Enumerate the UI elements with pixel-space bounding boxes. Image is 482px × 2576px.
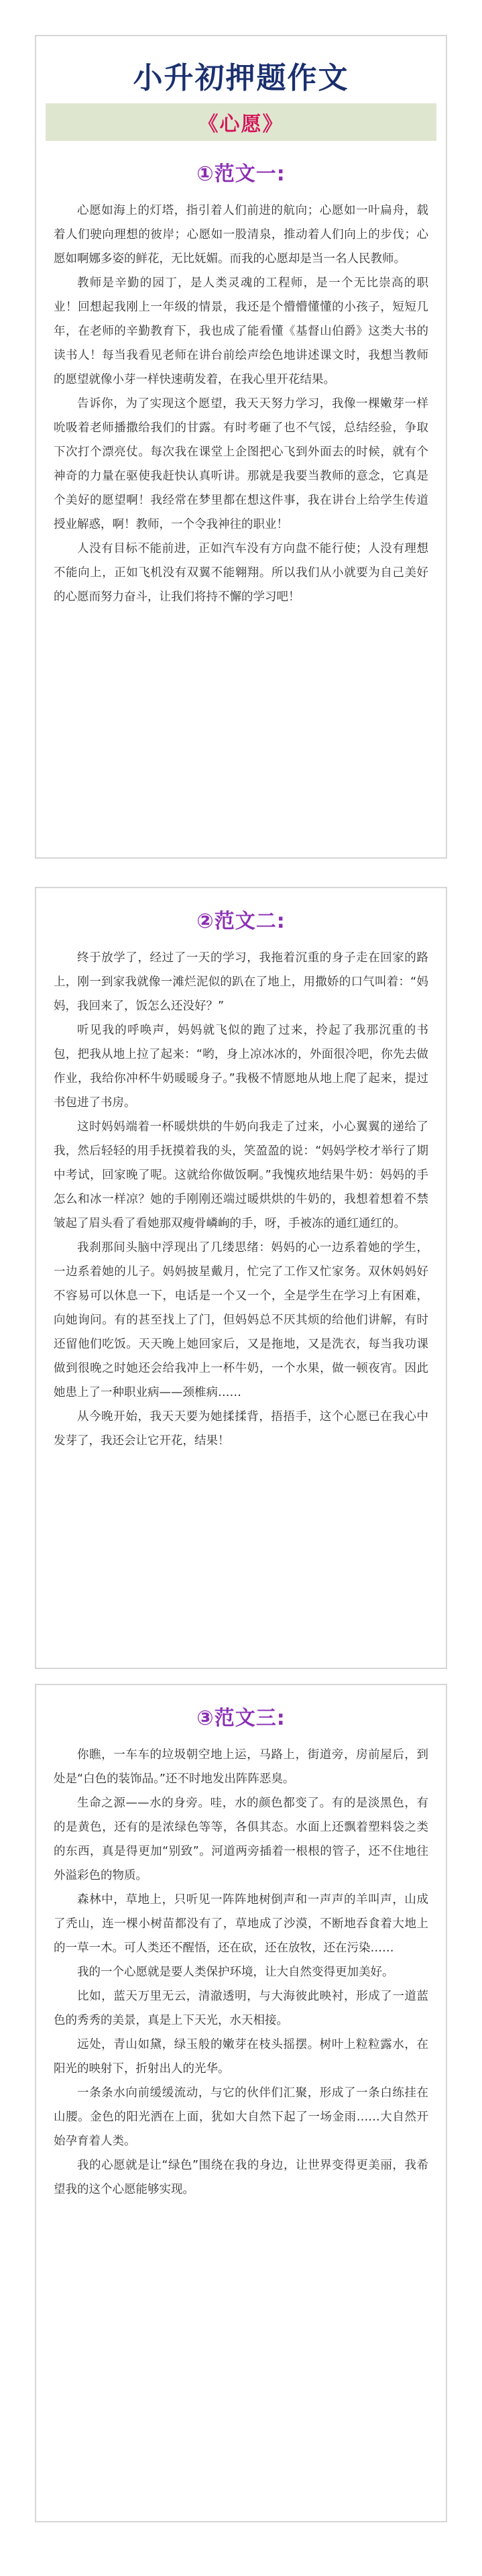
page-title: 小升初押题作文 xyxy=(133,61,349,95)
essay-body-1 xyxy=(36,199,446,609)
paragraph: 这时妈妈端着一杯暖烘烘的牛奶向我走了过来，小心翼翼的递给了我，然后轻轻的用手抚摸着我的头，笑盈盈的说：“妈妈学校才举行了期中考试，回家晚了呢。这就给你做饭啊。”我愧疚地结果牛奶：妈妈的手怎么和冰一样凉？她的手刚刚还端过暖烘烘的牛奶的，我想着想着不禁皱起了眉头看了看她那双瘦骨嶙峋的手，呀，手被冻的通红通红的。 xyxy=(54,1120,428,1230)
subtitle-band xyxy=(46,103,436,141)
paragraph: 比如，蓝天万里无云，清澈透明，与大海彼此映衬，形成了一道蓝色的秀秀的美景，真是上下天光，水天相接。 xyxy=(54,1990,428,2027)
essay-card-3 xyxy=(35,1684,447,2522)
paragraph: 我的心愿就是让“绿色”围绕在我的身边，让世界变得更美丽，我希望我的这个心愿能够实现。 xyxy=(54,2159,428,2196)
paragraph: 你瞧，一车车的垃圾朝空地上运，马路上，街道旁，房前屋后，到处是“白色的装饰品。”还不时地发出阵阵恶臭。 xyxy=(54,1748,428,1786)
section-heading-2: ②范文二: xyxy=(196,910,286,933)
paragraph: 从今晚开始，我天天要为她揉揉背，捂捂手，这个心愿已在我心中发芽了，我还会让它开花，结果！ xyxy=(54,1410,428,1448)
essay-card-1 xyxy=(35,35,447,859)
paragraph: 我的一个心愿就是要人类保护环境，让大自然变得更加美好。 xyxy=(77,1966,394,1979)
paragraph: 终于放学了，经过了一天的学习，我拖着沉重的身子走在回家的路上，刚一到家我就像一滩烂泥似的趴在了地上，用撒娇的口气叫着：“妈妈，我回来了，饭怎么还没好？” xyxy=(54,951,428,1013)
essay-subtitle: 《心愿》 xyxy=(198,113,284,136)
paragraph: 生命之源——水的身旁。哇，水的颜色都变了。有的是淡黑色，有的是黄色，还有的是浓绿色等等，各俱其态。水面上还飘着塑料袋之类的东西，真是得更加“别致”。河道两旁插着一根根的管子，还不住地往外溢彩色的物质。 xyxy=(54,1796,428,1882)
paragraph: 教师是辛勤的园丁，是人类灵魂的工程师，是一个无比崇高的职业！回想起我刚上一年级的情景，我还是个懵懵懂懂的小孩子，短短几年，在老师的辛勤教育下，我也成了能看懂《基督山伯爵》这类大书的读书人！每当我看见老师在讲台前绘声绘色地讲述课文时，我想当教师的愿望就像小芽一样快速萌发着，在我心里开花结果。 xyxy=(54,276,428,386)
essay-card-2 xyxy=(35,887,447,1669)
essay-body-3 xyxy=(36,1743,446,2202)
paragraph: 一条条水向前缓缓流动，与它的伙伴们汇聚，形成了一条白练挂在山腰。金色的阳光洒在上面，犹如大自然下起了一场金雨……大自然开始孕育着人类。 xyxy=(54,2086,428,2148)
section-heading-3: ③范文三: xyxy=(196,1707,286,1730)
paragraph: 森林中，草地上，只听见一阵阵地树倒声和一声声的羊叫声，山成了秃山，连一棵小树苗都没有了，草地成了沙漠，不断地吞食着大地上的一草一木。可人类还不醒悟，还在砍，还在放牧，还在污染…… xyxy=(54,1893,428,1955)
paragraph: 人没有目标不能前进，正如汽车没有方向盘不能行使；人没有理想不能向上，正如飞机没有双翼不能翱翔。所以我们从小就要为自己美好的心愿而努力奋斗，让我们将持不懈的学习吧！ xyxy=(54,542,428,604)
section-heading-1: ①范文一: xyxy=(196,162,286,186)
paragraph: 我刹那间头脑中浮现出了几缕思绪：妈妈的心一边系着她的学生，一边系着她的儿子。妈妈披星戴月，忙完了工作又忙家务。双休妈妈好不容易可以休息一下，电话是一个又一个，全是学生在学习上有困难，向她询问。有的甚至找上了门，但妈妈总不厌其烦的给他们讲解，有时还留他们吃饭。天天晚上她回家后，又是拖地，又是洗衣，每当我功课做到很晚之时她还会给我冲上一杯牛奶，一个水果，做一顿夜宵。因此她患上了一种职业病——颈椎病…… xyxy=(54,1241,428,1399)
paragraph: 听见我的呼唤声，妈妈就飞似的跑了过来，拎起了我那沉重的书包，把我从地上拉了起来：“哟，身上凉冰冰的，外面很冷吧，你先去做作业，我给你冲杯牛奶暖暖身子。”我极不情愿地从地上爬了起来，提过书包进了书房。 xyxy=(54,1024,428,1110)
paragraph: 告诉你，为了实现这个愿望，我天天努力学习，我像一棵嫩芽一样吮吸着老师播撒给我们的甘露。有时考砸了也不气馁，总结经验，争取下次打个漂亮仗。每次我在课堂上企图把心飞到外面去的时候，就有个神奇的力量在驱使我赶快认真听讲。那就是我要当教师的意念，它真是个美好的愿望啊！我经常在梦里都在想这件事，我在讲台上给学生传道授业解惑，啊！教师，一个令我神往的职业！ xyxy=(54,397,428,531)
paragraph: 心愿如海上的灯塔，指引着人们前进的航向；心愿如一叶扁舟，载着人们驶向理想的彼岸；心愿如一股清泉，推动着人们向上的步伐；心愿如啊娜多姿的鲜花，无比妩媚。而我的心愿却是当一名人民教师。 xyxy=(54,204,428,266)
essay-body-2 xyxy=(36,946,446,1453)
paragraph: 远处，青山如黛，绿玉般的嫩芽在枝头摇摆。树叶上粒粒露水，在阳光的映射下，折射出人的光华。 xyxy=(54,2038,428,2076)
